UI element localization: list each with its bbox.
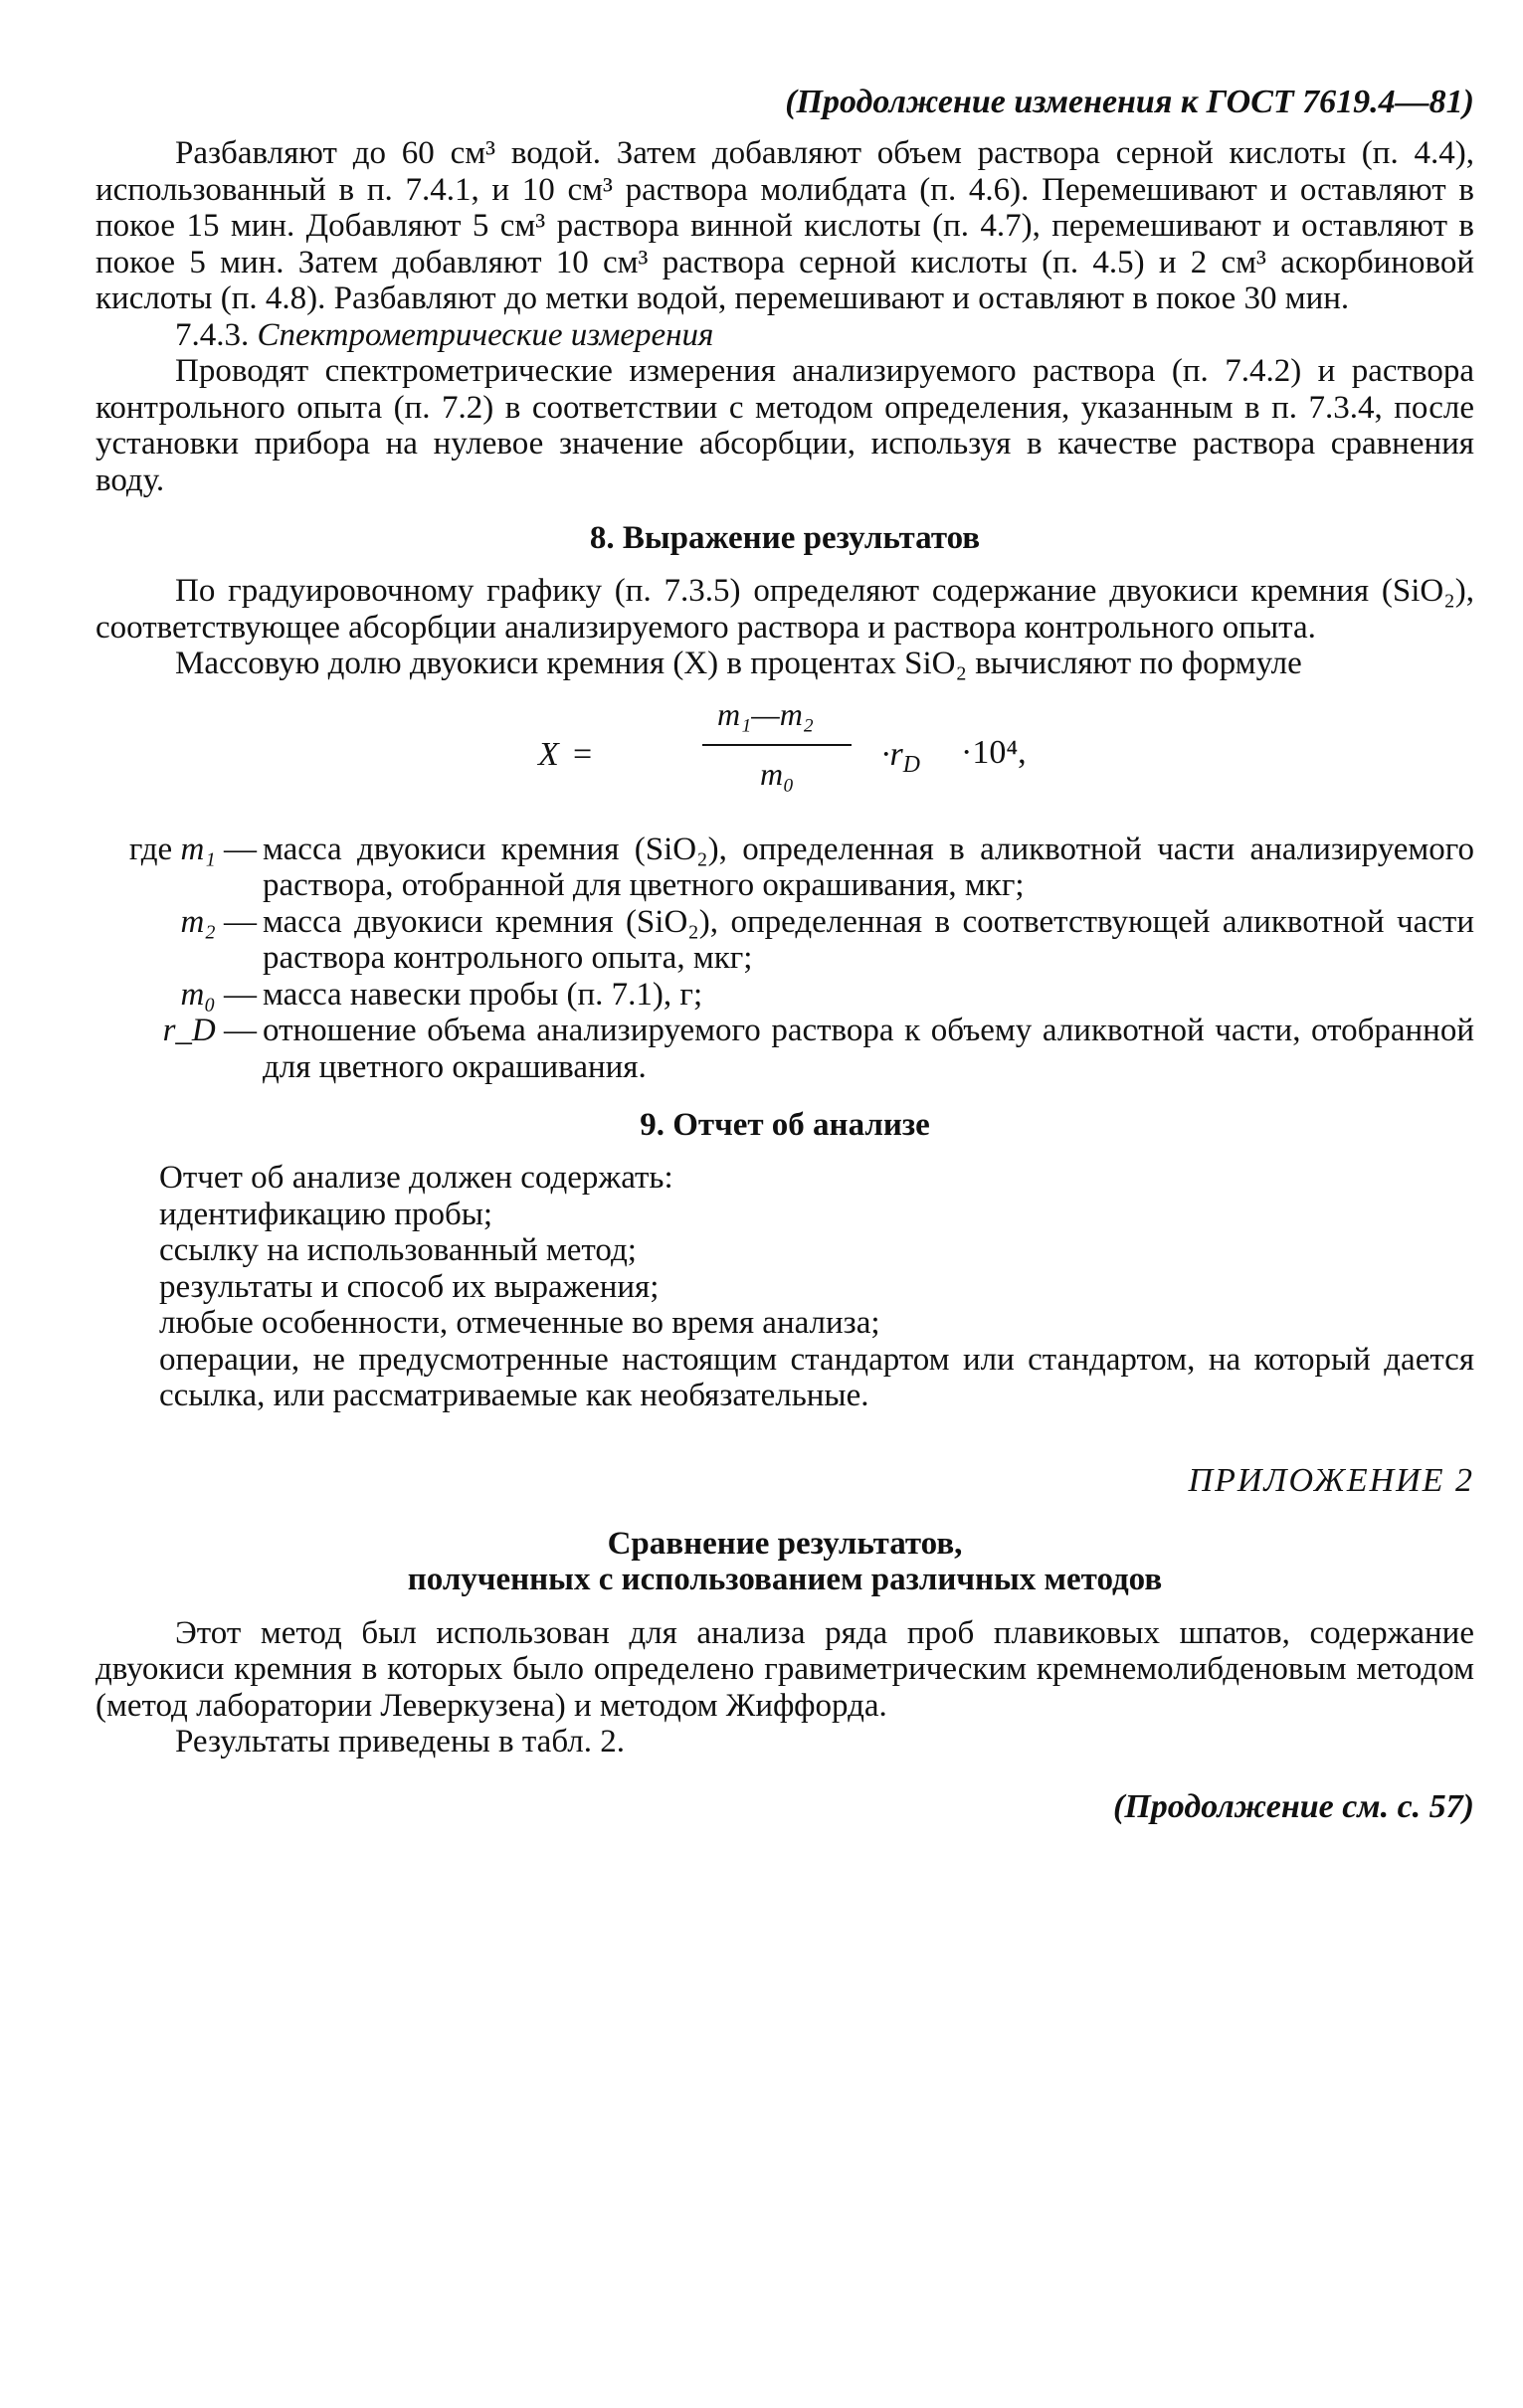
definition-text: отношение объема анализируемого раствора к объему аликвотной части, отобранной для цветного окрашивания. <box>263 1013 1474 1085</box>
definition-row <box>95 832 1474 904</box>
definition-symbol: r_D — <box>162 1013 257 1048</box>
appendix-paragraph-2: Результаты приведены в табл. 2. <box>175 1724 626 1760</box>
definition-symbol: где m₁ — <box>128 831 257 867</box>
definition-text: масса двуокиси кремния (SiO₂), определенная в аликвотной части анализируемого раствора, отобранной для цветного окрашивания, мкг; <box>263 831 1474 903</box>
paragraph-dilution: Разбавляют до 60 см³ водой. Затем добавляют объем раствора серной кислоты (п. 4.4), использованный в п. 7.4.1, и 10 см³ раствора молибдата (п. 4.6). Перемешивают и оставляют в покое 15 мин. Добавляют 5 см³ раствора винной кислоты (п. 4.7), перемешивают и оставляют в покое 5 мин. Затем добавляют 10 см³ раствора серной кислоты (п. 4.5) и 2 см³ аскорбиновой кислоты (п. 4.8). Разбавляют до метки водой, перемешивают и оставляют в покое 30 мин. <box>95 135 1474 316</box>
list-item: любые особенности, отмеченные во время анализа; <box>159 1305 880 1341</box>
formula-equals: = <box>573 735 593 773</box>
list-item: операции, не предусмотренные настоящим стандартом или стандартом, на который дается ссылка, или рассматриваемые как необязательные. <box>159 1341 1474 1413</box>
definition-row <box>95 1013 1474 1085</box>
definition-row <box>95 977 1474 1014</box>
definition-row <box>95 904 1474 977</box>
appendix-title: Сравнение результатов, полученных с использованием различных методов <box>407 1525 1163 1597</box>
paragraph-measurements: Проводят спектрометрические измерения анализируемого раствора (п. 7.4.2) и раствора контрольного опыта (п. 7.2) в соответствии с методом определения, указанным в п. 7.3.4, после установки прибора на нулевое значение абсорбции, используя в качестве раствора сравнения воду. <box>95 353 1474 498</box>
definition-symbol: m₀ — <box>180 976 257 1013</box>
document-page <box>95 84 1474 1860</box>
page-footer: (Продолжение см. с. 57) <box>1113 1787 1474 1825</box>
formula-definitions <box>95 832 1474 1086</box>
formula-power: ·10⁴, <box>961 733 1027 771</box>
section-9-title: 9. Отчет об анализе <box>640 1107 930 1143</box>
appendix-paragraph-1: Этот метод был использован для анализа ряда проб плавиковых шпатов, содержание двуокиси кремния в которых было определено гравиметрическим кремнемолибденовым методом (метод лаборатории Леверкузена) и методом Жиффорда. <box>95 1614 1474 1724</box>
subsection-heading <box>95 317 1474 354</box>
list-item: результаты и способ их выражения; <box>159 1268 660 1305</box>
list-item: идентификацию пробы; <box>159 1196 493 1232</box>
section-8-paragraph-2: Массовую долю двуокиси кремния (X) в процентах SiO₂ вычисляют по формуле <box>175 646 1302 681</box>
formula-factor: $\cdot r_D$ <box>881 735 920 778</box>
list-item: Отчет об анализе должен содержать: <box>159 1160 673 1196</box>
report-requirements-list <box>95 1160 1474 1414</box>
section-8-title: 8. Выражение результатов <box>589 520 981 556</box>
formula-numerator: m₁—m₂ <box>717 695 814 732</box>
definition-text: масса двуокиси кремния (SiO₂), определенная в соответствующей аликвотной части раствора контрольного опыта, мкг; <box>263 903 1474 976</box>
section-8-paragraph-1: По градуировочному графику (п. 7.3.5) определяют содержание двуокиси кремния (SiO₂), соответствующее абсорбции анализируемого раствора и раствора контрольного опыта. <box>95 573 1474 646</box>
definition-text: масса навески пробы (п. 7.1), г; <box>263 976 703 1013</box>
formula-denominator: m₀ <box>760 755 795 792</box>
page-header: (Продолжение изменения к ГОСТ 7619.4—81) <box>785 84 1474 120</box>
fraction-bar <box>702 744 852 746</box>
mass-fraction-formula <box>95 696 1474 816</box>
formula-lhs: X <box>538 735 559 773</box>
list-item: ссылку на использованный метод; <box>159 1232 637 1268</box>
definition-symbol: m₂ — <box>180 903 257 940</box>
subsection-number: 7.4.3. <box>175 316 250 353</box>
appendix-label: ПРИЛОЖЕНИЕ 2 <box>1188 1461 1474 1499</box>
subsection-title: Спектрометрические измерения <box>257 316 714 353</box>
